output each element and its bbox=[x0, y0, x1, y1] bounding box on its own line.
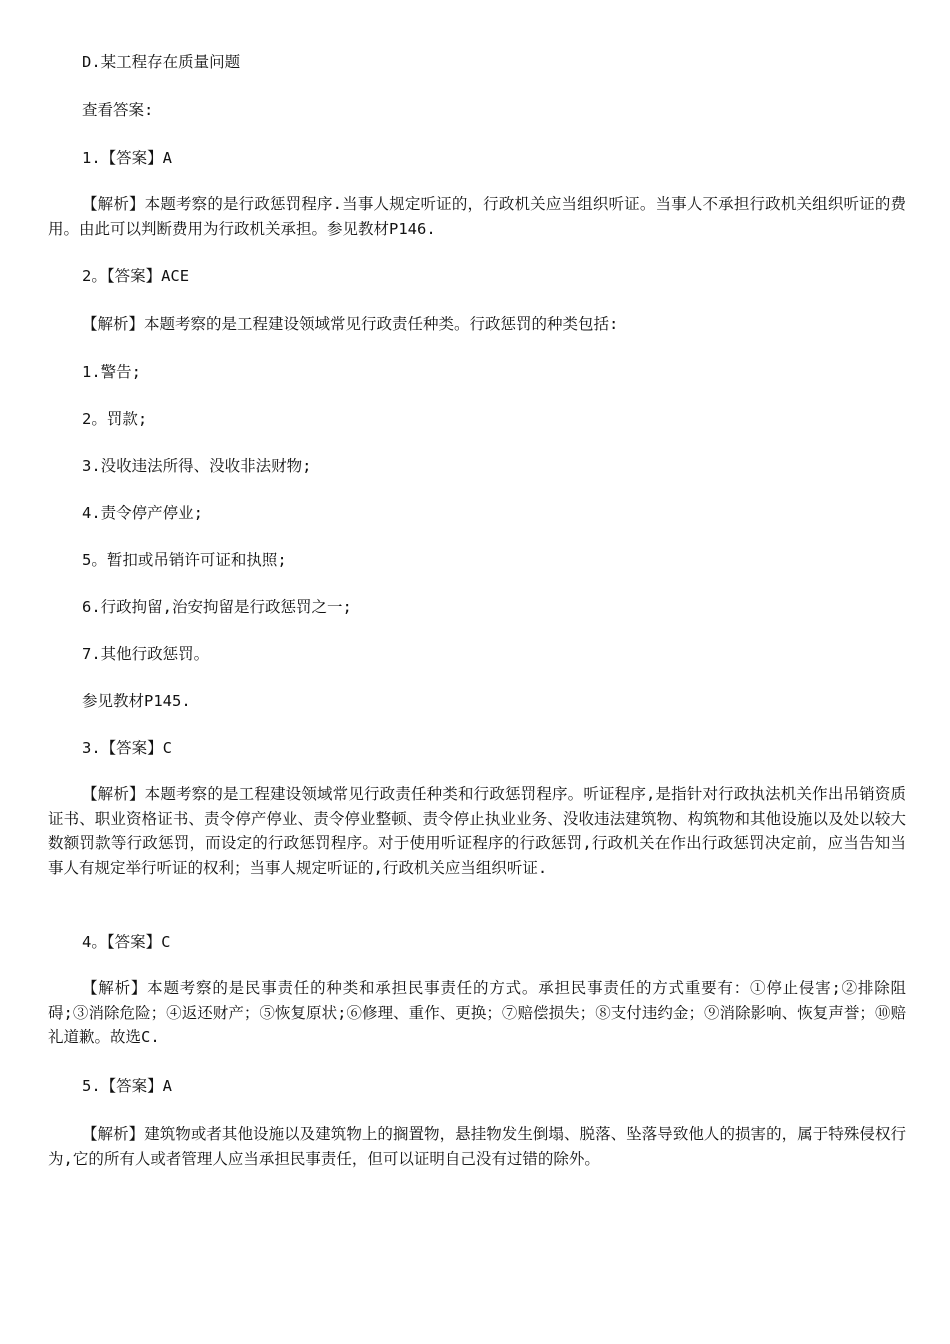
q2-item-2: 2。罚款; bbox=[82, 410, 148, 428]
option-d: D.某工程存在质量问题 bbox=[82, 53, 241, 71]
q1-analysis: 【解析】本题考察的是行政惩罚程序.当事人规定听证的，行政机关应当组织听证。当事人不承担行政机关组织听证的费用。由此可以判断费用为行政机关承担。参见教材P146. bbox=[48, 195, 906, 238]
q2-item-4: 4.责令停产停业; bbox=[82, 504, 203, 522]
q2-item-6: 6.行政拘留,治安拘留是行政惩罚之一; bbox=[82, 598, 352, 616]
q2-item-5: 5。暂扣或吊销许可证和执照; bbox=[82, 551, 287, 569]
q4-analysis: 【解析】本题考察的是民事责任的种类和承担民事责任的方式。承担民事责任的方式重要有：①停止侵害;②排除阻碍;③消除危险；④返还财产；⑤恢复原状;⑥修理、重作、更换；⑦赔偿损失；⑧支付违约金；⑨消除影响、恢复声誉；⑩赔礼道歉。故选C. bbox=[48, 979, 906, 1046]
q5-analysis: 【解析】建筑物或者其他设施以及建筑物上的搁置物，悬挂物发生倒塌、脱落、坠落导致他人的损害的，属于特殊侵权行为,它的所有人或者管理人应当承担民事责任，但可以证明自己没有过错的除外。 bbox=[48, 1125, 906, 1168]
q2-answer: 2。【答案】ACE bbox=[82, 267, 190, 285]
q2-reference: 参见教材P145. bbox=[82, 692, 191, 710]
q5-answer: 5.【答案】A bbox=[82, 1077, 172, 1095]
q4-answer: 4。【答案】C bbox=[82, 933, 171, 951]
q2-analysis: 【解析】本题考察的是工程建设领域常见行政责任种类。行政惩罚的种类包括: bbox=[82, 315, 619, 333]
q1-answer: 1.【答案】A bbox=[82, 149, 172, 167]
view-answers-heading: 查看答案: bbox=[82, 101, 154, 119]
q2-item-3: 3.没收违法所得、没收非法财物; bbox=[82, 457, 312, 475]
q2-item-1: 1.警告; bbox=[82, 363, 141, 381]
q3-analysis: 【解析】本题考察的是工程建设领域常见行政责任种类和行政惩罚程序。听证程序,是指针对行政执法机关作出吊销资质证书、职业资格证书、责令停产停业、责令停业整顿、责令停止执业业务、没收违法建筑物、构筑物和其他设施以及处以较大数额罚款等行政惩罚，而设定的行政惩罚程序。对于使用听证程序的行政惩罚,行政机关在作出行政惩罚决定前，应当告知当事人有规定举行听证的权利；当事人规定听证的,行政机关应当组织听证. bbox=[48, 785, 906, 877]
q2-item-7: 7.其他行政惩罚。 bbox=[82, 645, 210, 663]
q3-answer: 3.【答案】C bbox=[82, 739, 172, 757]
